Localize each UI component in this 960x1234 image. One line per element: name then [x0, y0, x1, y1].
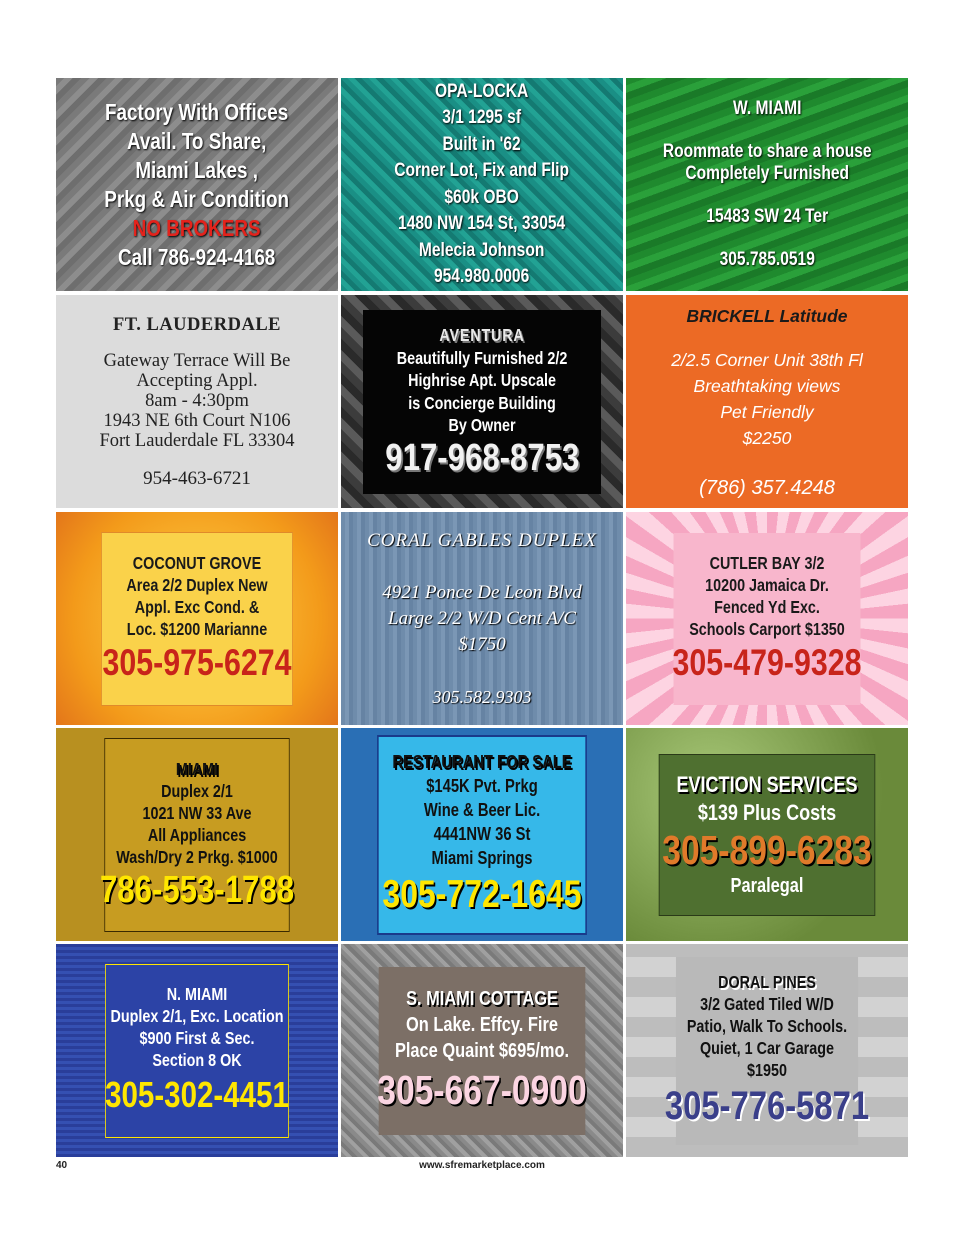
ad-aventura: [341, 295, 623, 508]
ad-phone: 954-463-6721: [143, 467, 251, 489]
ad-brickell-latitude: [626, 295, 908, 508]
ad-phone: 305-899-6283: [662, 826, 872, 873]
ad-phone: 305-479-9328: [672, 641, 862, 683]
ad-phone: 305-975-6274: [102, 641, 292, 683]
page-number: 40: [56, 1160, 68, 1171]
ad-miami-duplex: [56, 728, 338, 941]
ad-line: Corner Lot, Fix and Flip: [394, 160, 570, 181]
ad-line: Wine & Beer Lic.: [423, 799, 541, 820]
ad-title: MIAMI: [175, 758, 219, 779]
ad-line: Pet Friendly: [720, 401, 814, 422]
ad-phone: 305-302-4451: [105, 1073, 289, 1115]
ad-eviction-services: [626, 728, 908, 941]
ad-title: AVENTURA: [439, 325, 525, 346]
ad-cutler-bay: [626, 512, 908, 725]
ad-panel: [377, 735, 587, 935]
ad-panel: [99, 738, 295, 932]
ad-line: Breathtaking views: [693, 375, 841, 396]
ad-line: 4441NW 36 St: [433, 823, 531, 844]
ad-line: Fenced Yd Exc.: [714, 596, 820, 617]
ad-line: Factory With Offices: [105, 98, 289, 125]
ad-line: is Concierge Building: [408, 392, 556, 413]
ad-line: Highrise Apt. Upscale: [408, 370, 556, 391]
ad-panel: [105, 964, 289, 1138]
ad-line: Avail. To Share,: [127, 127, 267, 154]
ad-phone: 305-772-1645: [382, 872, 582, 916]
ad-phone: 786-553-1788: [99, 868, 295, 911]
ad-opa-locka: [341, 78, 623, 291]
ad-phone: 305-776-5871: [664, 1083, 870, 1128]
ad-title: OPA-LOCKA: [435, 80, 529, 102]
ad-line: 10200 Jamaica Dr.: [705, 574, 829, 595]
ad-phone: 305-667-0900: [377, 1066, 587, 1113]
ad-panel: [674, 533, 861, 705]
ad-panel: [363, 310, 601, 494]
ad-line: $145K Pvt. Prkg: [426, 775, 538, 796]
ad-line: Duplex 2/1: [161, 780, 233, 801]
ad-line: All Appliances: [147, 824, 247, 845]
ad-w-miami: [626, 78, 908, 291]
ad-title: S. MIAMI COTTAGE: [406, 987, 558, 1010]
ad-panel: [659, 754, 875, 916]
ad-phone: 305.785.0519: [719, 249, 815, 270]
ad-line: Loc. $1200 Marianne: [126, 618, 268, 639]
ad-line: Beautifully Furnished 2/2: [396, 347, 568, 368]
ad-s-miami-cottage: [341, 944, 623, 1157]
ad-n-miami: [56, 944, 338, 1157]
ad-title: RESTAURANT FOR SALE: [392, 751, 572, 772]
ad-title: CUTLER BAY 3/2: [709, 552, 825, 573]
ad-line: Area 2/2 Duplex New: [126, 574, 268, 595]
ad-price: $1950: [747, 1059, 787, 1080]
ad-title: DORAL PINES: [718, 971, 816, 992]
ad-title: W. MIAMI: [732, 98, 802, 119]
ad-ft-lauderdale: [56, 295, 338, 508]
ad-line: 3/1 1295 sf: [442, 107, 522, 128]
ad-panel: [664, 957, 870, 1145]
ad-line: On Lake. Effcy. Fire: [406, 1013, 558, 1036]
ad-phone: (786) 357.4248: [699, 476, 835, 499]
ad-line: 1021 NW 33 Ave: [142, 802, 252, 823]
ad-line: Miami Lakes ,: [135, 156, 259, 183]
ad-contact-name: Melecia Johnson: [419, 239, 545, 261]
ad-line: Schools Carport $1350: [689, 618, 845, 639]
ad-phone: 305.582.9303: [432, 686, 532, 707]
ad-line: 1943 NE 6th Court N106: [103, 410, 291, 431]
ad-doral-pines: [626, 944, 908, 1157]
ad-line: Place Quaint $695/mo.: [394, 1039, 570, 1062]
ad-line: By Owner: [448, 415, 516, 436]
ad-address: 15483 SW 24 Ter: [706, 206, 828, 227]
no-brokers-notice: NO BROKERS: [133, 214, 261, 241]
ad-phone: 917-968-8753: [384, 436, 580, 479]
ad-factory-offices: [56, 78, 338, 291]
ad-title: COCONUT GROVE: [132, 552, 262, 573]
page-footer: [56, 1160, 908, 1174]
ad-title: EVICTION SERVICES: [676, 771, 858, 797]
ad-title: FT. LAUDERDALE: [112, 314, 282, 335]
ad-line: Duplex 2/1, Exc. Location: [110, 1005, 284, 1026]
ad-line: Miami Springs: [431, 847, 533, 868]
ad-phone: 954.980.0006: [434, 266, 530, 287]
ad-panel: [101, 532, 293, 706]
ad-line: Completely Furnished: [685, 163, 849, 184]
ad-line: 8am - 4:30pm: [145, 390, 249, 411]
ad-line: $139 Plus Costs: [697, 799, 837, 825]
ad-line: Fort Lauderdale FL 33304: [99, 430, 295, 451]
ad-line: Section 8 OK: [152, 1049, 242, 1070]
ad-line: 1480 NW 154 St, 33054: [398, 213, 566, 234]
ad-line: 3/2 Gated Tiled W/D: [700, 993, 834, 1014]
ad-phone: Call 786-924-4168: [118, 243, 276, 270]
ad-panel: [379, 967, 586, 1135]
ad-line: 2/2.5 Corner Unit 38th Fl: [671, 349, 863, 370]
ad-title: BRICKELL Latitude: [686, 305, 848, 326]
ad-coral-gables-duplex: [341, 512, 623, 725]
ad-line: 4921 Ponce De Leon Blvd: [382, 581, 582, 603]
ad-line: Gateway Terrace Will Be: [103, 350, 291, 371]
ad-line: Quiet, 1 Car Garage: [700, 1037, 834, 1058]
ad-line: Patio, Walk To Schools.: [686, 1015, 848, 1036]
ad-price: $2250: [742, 427, 792, 448]
ad-line: Prkg & Air Condition: [104, 185, 290, 212]
site-url: www.sfremarketplace.com: [419, 1160, 545, 1171]
ad-line: Wash/Dry 2 Prkg. $1000: [116, 846, 278, 867]
ad-line: $60k OBO: [444, 186, 520, 208]
ad-line: Accepting Appl.: [136, 370, 258, 391]
ad-footer: Paralegal: [730, 874, 804, 897]
ad-line: $900 First & Sec.: [139, 1027, 255, 1048]
ad-coconut-grove: [56, 512, 338, 725]
ad-title: CORAL GABLES DUPLEX: [367, 529, 597, 551]
ad-title: N. MIAMI: [166, 983, 228, 1004]
ad-line: Appl. Exc Cond. &: [134, 596, 260, 617]
ad-line: Roommate to share a house: [662, 141, 872, 162]
classified-ads-grid: [56, 78, 908, 1158]
ad-restaurant-for-sale: [341, 728, 623, 941]
ad-line: Built in '62: [442, 133, 522, 155]
ad-price: $1750: [458, 633, 506, 655]
ad-line: Large 2/2 W/D Cent A/C: [388, 607, 576, 629]
